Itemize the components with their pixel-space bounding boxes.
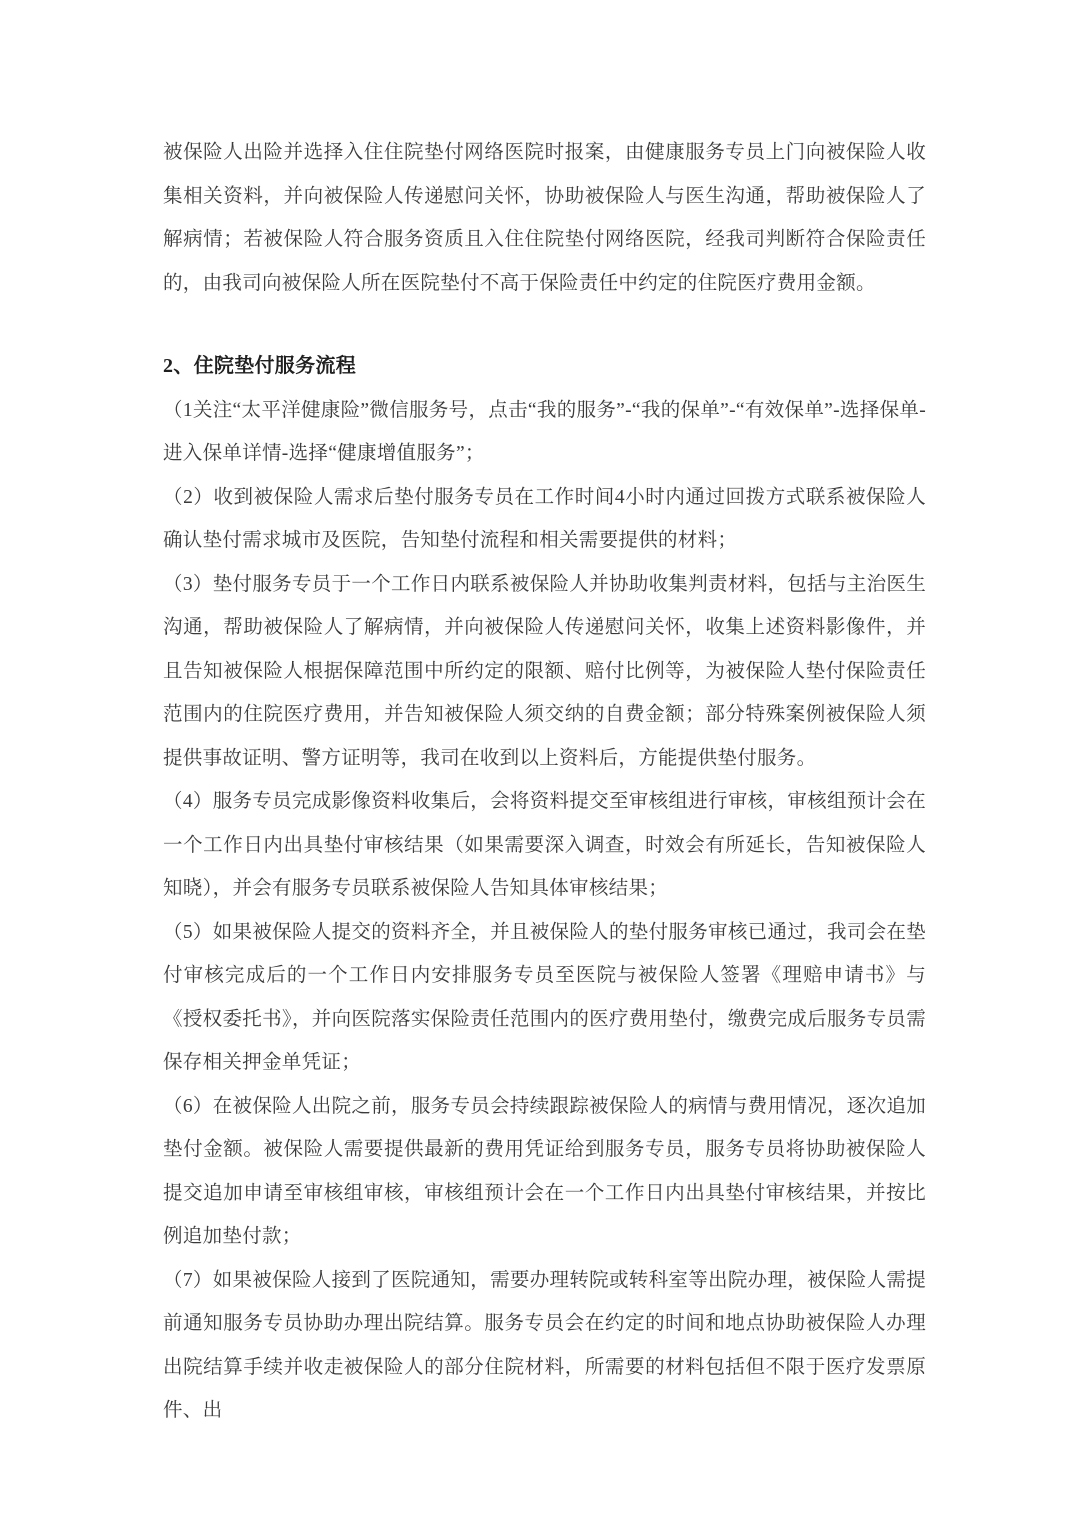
step-item-2: （2）收到被保险人需求后垫付服务专员在工作时间4小时内通过回拨方式联系被保险人确认垫付需求城市及医院，告知垫付流程和相关需要提供的材料；	[163, 486, 926, 551]
step-item-1: （1关注“太平洋健康险”微信服务号，点击“我的服务”-“我的保单”-“有效保单”-选择保单-进入保单详情-选择“健康增值服务”；	[163, 399, 926, 464]
document-text-block	[163, 131, 926, 1433]
step-item-6: （6）在被保险人出院之前，服务专员会持续跟踪被保险人的病情与费用情况，逐次追加垫付金额。被保险人需要提供最新的费用凭证给到服务专员，服务专员将协助被保险人提交追加申请至审核组审核，审核组预计会在一个工作日内出具垫付审核结果，并按比例追加垫付款；	[163, 1095, 926, 1247]
step-item-7: （7）如果被保险人接到了医院通知，需要办理转院或转科室等出院办理，被保险人需提前通知服务专员协助办理出院结算。服务专员会在约定的时间和地点协助被保险人办理出院结算手续并收走被保险人的部分住院材料，所需要的材料包括但不限于医疗发票原件、出	[163, 1269, 926, 1421]
section-heading: 2、住院垫付服务流程	[163, 355, 356, 377]
step-item-3: （3）垫付服务专员于一个工作日内联系被保险人并协助收集判责材料，包括与主治医生沟通，帮助被保险人了解病情，并向被保险人传递慰问关怀，收集上述资料影像件，并且告知被保险人根据保障范围中所约定的限额、赔付比例等，为被保险人垫付保险责任范围内的住院医疗费用，并告知被保险人须交纳的自费金额；部分特殊案例被保险人须提供事故证明、警方证明等，我司在收到以上资料后，方能提供垫付服务。	[163, 573, 926, 769]
step-item-4: （4）服务专员完成影像资料收集后，会将资料提交至审核组进行审核，审核组预计会在一个工作日内出具垫付审核结果（如果需要深入调查，时效会有所延长，告知被保险人知晓），并会有服务专员联系被保险人告知具体审核结果；	[163, 791, 926, 899]
steps-list	[163, 389, 926, 1433]
intro-paragraph: 被保险人出险并选择入住住院垫付网络医院时报案，由健康服务专员上门向被保险人收集相关资料，并向被保险人传递慰问关怀，协助被保险人与医生沟通，帮助被保险人了解病情；若被保险人符合服务资质且入住住院垫付网络医院，经我司判断符合保险责任的，由我司向被保险人所在医院垫付不高于保险责任中约定的住院医疗费用金额。	[163, 142, 926, 294]
step-item-5: （5）如果被保险人提交的资料齐全，并且被保险人的垫付服务审核已通过，我司会在垫付审核完成后的一个工作日内安排服务专员至医院与被保险人签署《理赔申请书》与《授权委托书》，并向医院落实保险责任范围内的医疗费用垫付，缴费完成后服务专员需保存相关押金单凭证；	[163, 921, 926, 1073]
